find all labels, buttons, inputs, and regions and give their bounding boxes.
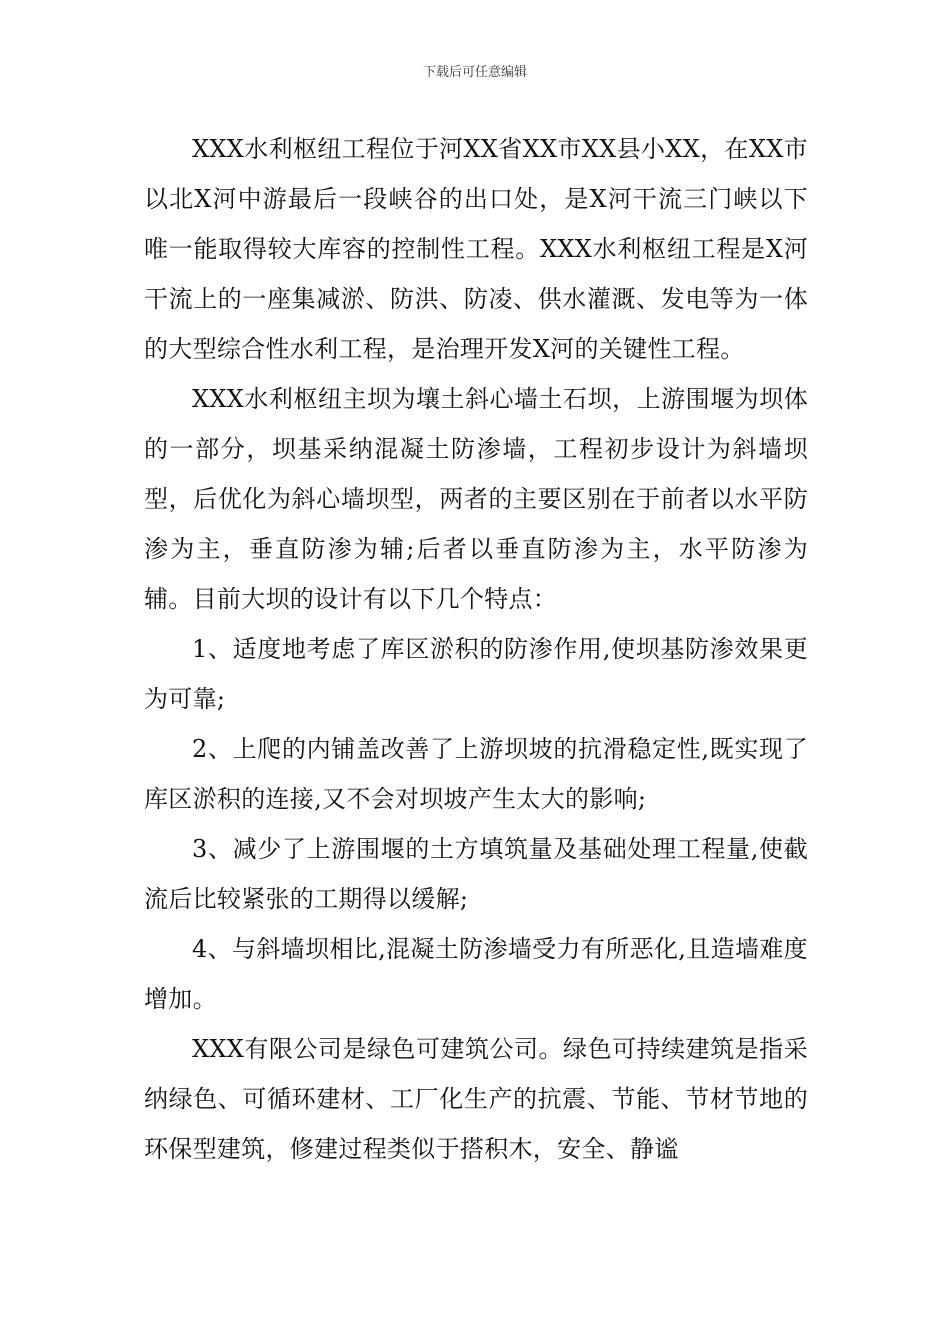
paragraph-dam-design: XXX水利枢纽主坝为壤土斜心墙土石坝，上游围堰为坝体的一部分，坝基采纳混凝土防渗墙，工程初步设计为斜墙坝型，后优化为斜心墙坝型，两者的主要区别在于前者以水平防渗为主，垂直防渗为辅;后者以垂直防渗为主，水平防渗为辅。目前大坝的设计有以下几个特点： [144,385,808,613]
page-header: 下载后可任意编辑 [422,65,527,80]
paragraph-feature-1: 1、适度地考虑了库区淤积的防渗作用,使坝基防渗效果更为可靠; [144,635,808,713]
paragraph-feature-2: 2、上爬的内铺盖改善了上游坝坡的抗滑稳定性,既实现了库区淤积的连接,又不会对坝坡产生太大的影响; [144,735,808,813]
paragraph-company: XXX有限公司是绿色可建筑公司。绿色可持续建筑是指采纳绿色、可循环建材、工厂化生产的抗震、节能、节材节地的环保型建筑，修建过程类似于搭积木，安全、静谧 [144,1035,808,1163]
paragraph-feature-4: 4、与斜墙坝相比,混凝土防渗墙受力有所恶化,且造墙难度增加。 [144,935,808,1013]
paragraph-feature-3: 3、减少了上游围堰的土方填筑量及基础处理工程量,使截流后比较紧张的工期得以缓解; [144,835,808,913]
paragraph-project-overview: XXX水利枢纽工程位于河XX省XX市XX县小XX，在XX市以北X河中游最后一段峡谷的出口处，是X河干流三门峡以下唯一能取得较大库容的控制性工程。XXX水利枢纽工程是X河干流上的一座集减淤、防洪、防凌、供水灌溉、发电等为一体的大型综合性水利工程，是治理开发X河的关键性工程。 [144,135,808,363]
document-body [144,124,808,1174]
